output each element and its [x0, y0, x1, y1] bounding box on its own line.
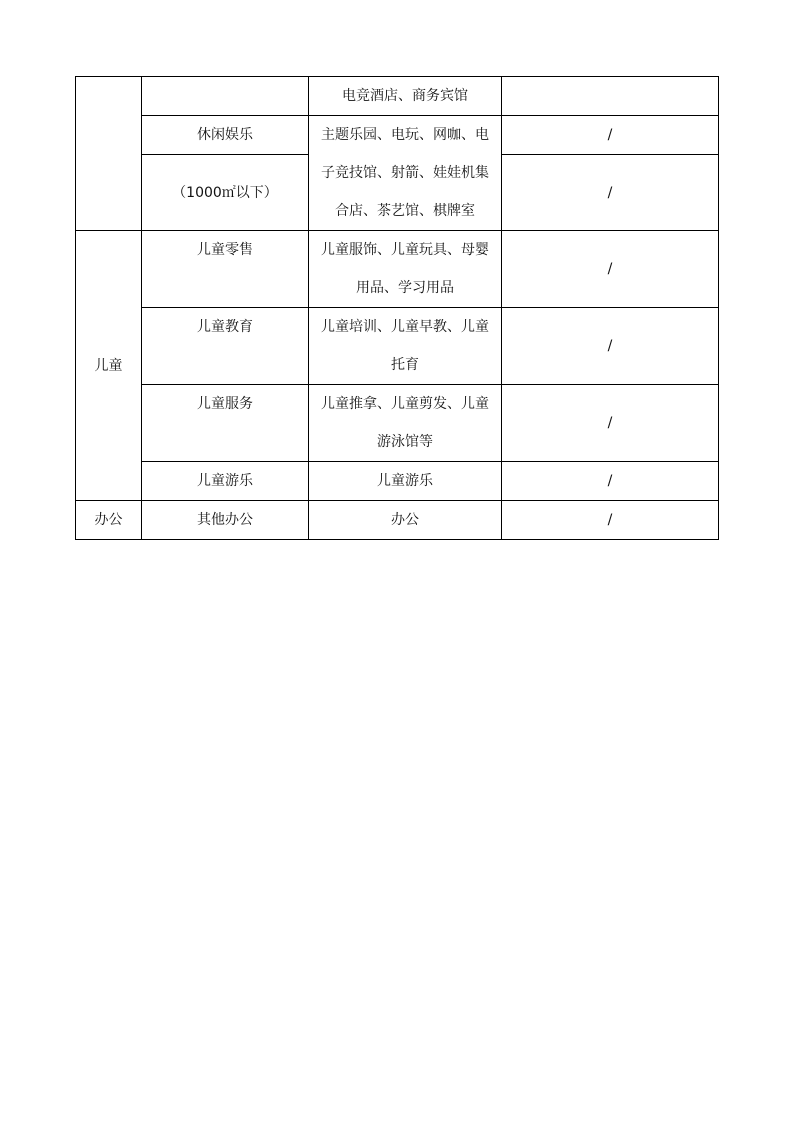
format-desc: 儿童推拿、儿童剪发、儿童游泳馆等 [321, 396, 489, 450]
remark-cell: / [502, 385, 719, 462]
remark-cell: / [502, 155, 719, 231]
format-desc-cell [309, 385, 502, 462]
category-cell: 办公 [76, 501, 142, 540]
subcategory-cell: （1000㎡以下） [142, 155, 309, 231]
format-desc: 儿童服饰、儿童玩具、母婴用品、学习用品 [321, 242, 489, 296]
remark-cell: / [502, 308, 719, 385]
format-desc: 电竞酒店、商务宾馆 [342, 88, 468, 104]
format-desc: 儿童游乐 [377, 473, 433, 489]
subcategory-cell: 休闲娱乐 [142, 116, 309, 155]
remark-cell: / [502, 231, 719, 308]
category-cell: 儿童 [76, 231, 142, 501]
table-row [76, 231, 719, 308]
category-cell-empty [76, 77, 142, 231]
remark-cell: / [502, 462, 719, 501]
table-row [76, 77, 719, 116]
table-row [76, 501, 719, 540]
table-row [76, 385, 719, 462]
format-desc: 儿童培训、儿童早教、儿童托育 [321, 319, 489, 373]
subcategory-cell: 其他办公 [142, 501, 309, 540]
remark-cell [502, 77, 719, 116]
format-desc: 主题乐园、电玩、网咖、电子竞技馆、射箭、娃娃机集合店、茶艺馆、棋牌室 [321, 127, 489, 219]
format-desc: 办公 [391, 512, 419, 528]
table-row [76, 116, 719, 155]
format-desc-cell [309, 231, 502, 308]
format-desc-cell [309, 462, 502, 501]
format-desc-cell [309, 501, 502, 540]
subcategory-cell: 儿童游乐 [142, 462, 309, 501]
format-desc-cell [309, 77, 502, 116]
subcategory-cell: 儿童教育 [142, 308, 309, 385]
subcategory-cell-empty [142, 77, 309, 116]
table-row [76, 462, 719, 501]
format-table [75, 76, 719, 540]
format-desc-cell [309, 116, 502, 231]
table-row [76, 308, 719, 385]
subcategory-cell: 儿童零售 [142, 231, 309, 308]
subcategory-cell: 儿童服务 [142, 385, 309, 462]
remark-cell: / [502, 501, 719, 540]
remark-cell: / [502, 116, 719, 155]
format-desc-cell [309, 308, 502, 385]
